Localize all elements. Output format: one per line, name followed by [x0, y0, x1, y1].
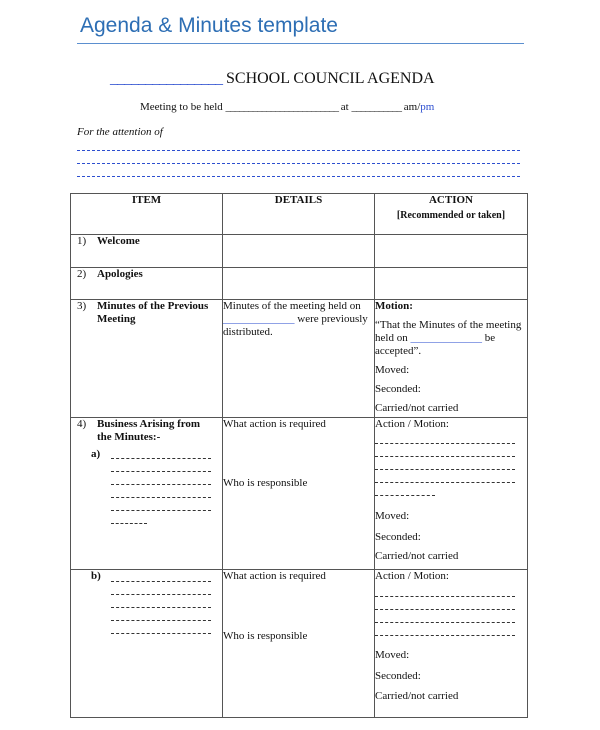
sub-item-line-3[interactable]	[111, 607, 211, 608]
moved-label: Moved:	[375, 510, 410, 522]
motion-quote-post: be accepted”.	[375, 332, 496, 357]
header-action-sub: [Recommended or taken]	[396, 210, 506, 221]
sub-item-line-6[interactable]	[111, 523, 147, 524]
responsible-label: Who is responsible	[223, 477, 308, 489]
moved-label: Moved:	[375, 649, 410, 661]
sub-item-line-1[interactable]	[111, 458, 211, 459]
action-motion-label: Action / Motion:	[375, 570, 449, 582]
item-label: Apologies	[97, 268, 143, 280]
seconded-label: Seconded:	[375, 531, 421, 543]
details-text-post: were previously distributed.	[223, 313, 368, 338]
action-cell[interactable]	[375, 570, 528, 718]
attention-label: For the attention of	[77, 126, 163, 138]
agenda-table	[70, 193, 528, 718]
action-required-label: What action is required	[223, 570, 326, 582]
action-lines	[375, 431, 527, 493]
table-header-row	[71, 194, 528, 235]
item-label: Business Arising from the Minutes:-	[97, 418, 201, 443]
carried-label: Carried/not carried	[375, 402, 459, 414]
action-required-label: What action is required	[223, 418, 326, 430]
action-line-2[interactable]	[375, 609, 515, 610]
details-cell[interactable]	[223, 570, 375, 718]
motion-quote	[375, 319, 527, 358]
action-cell[interactable]	[375, 235, 528, 268]
action-line-1[interactable]	[375, 443, 515, 444]
action-line-2[interactable]	[375, 456, 515, 457]
seconded-label: Seconded:	[375, 383, 421, 395]
meeting-time-blank[interactable]: ___________	[351, 101, 401, 113]
table-row	[71, 570, 528, 718]
details-date-blank[interactable]: _____________	[223, 313, 295, 325]
title-text: SCHOOL COUNCIL AGENDA	[226, 70, 435, 87]
sub-item-line-4[interactable]	[111, 497, 211, 498]
item-cell	[71, 268, 223, 300]
details-cell[interactable]	[223, 300, 375, 418]
table-row	[71, 300, 528, 418]
sub-item-a	[71, 446, 222, 526]
meeting-am: am/	[403, 101, 421, 113]
sub-item-line-1[interactable]	[111, 581, 211, 582]
sub-item-line-3[interactable]	[111, 484, 211, 485]
attention-line-3[interactable]	[77, 176, 520, 177]
action-motion-label: Action / Motion:	[375, 418, 449, 430]
item-cell	[71, 570, 223, 718]
action-line-4[interactable]	[375, 635, 515, 636]
action-cell[interactable]	[375, 418, 528, 570]
page-title: Agenda & Minutes template	[80, 14, 338, 37]
meeting-date-blank[interactable]: _________________________	[225, 101, 339, 113]
item-cell	[71, 418, 223, 570]
item-number: 1)	[77, 235, 87, 247]
sub-item-label: a)	[91, 448, 101, 460]
moved-label: Moved:	[375, 364, 410, 376]
carried-label: Carried/not carried	[375, 690, 459, 702]
sub-item-label: b)	[91, 570, 101, 582]
action-line-3[interactable]	[375, 622, 515, 623]
attention-line-2[interactable]	[77, 163, 520, 164]
sub-item-line-2[interactable]	[111, 471, 211, 472]
item-number: 4)	[77, 418, 87, 430]
sub-item-line-2[interactable]	[111, 594, 211, 595]
header-divider	[77, 43, 524, 44]
details-cell[interactable]	[223, 268, 375, 300]
motion-label: Motion:	[375, 300, 413, 312]
responsible-label: Who is responsible	[223, 630, 308, 642]
item-number: 2)	[77, 268, 87, 280]
action-cell[interactable]	[375, 300, 528, 418]
header-action-label: ACTION	[428, 194, 473, 206]
action-line-3[interactable]	[375, 469, 515, 470]
meeting-at: at	[340, 101, 349, 113]
meeting-line	[140, 101, 434, 113]
carried-label: Carried/not carried	[375, 550, 459, 562]
action-line-1[interactable]	[375, 596, 515, 597]
motion-quote-pre: “That the Minutes of the meeting held on	[375, 319, 522, 344]
action-line-4[interactable]	[375, 482, 515, 483]
details-cell[interactable]	[223, 418, 375, 570]
header-item: ITEM	[71, 194, 223, 235]
table-row	[71, 268, 528, 300]
motion-date-blank[interactable]: _____________	[410, 332, 482, 344]
meeting-pm: pm	[420, 101, 435, 113]
action-line-5[interactable]	[375, 495, 435, 496]
action-lines	[375, 583, 527, 637]
meeting-prefix: Meeting to be held	[140, 101, 223, 113]
item-label: Minutes of the Previous Meeting	[97, 300, 209, 325]
document-title	[110, 70, 510, 88]
table-row	[71, 418, 528, 570]
attention-line-1[interactable]	[77, 150, 520, 151]
item-cell	[71, 300, 223, 418]
header-action	[375, 194, 528, 235]
details-text-pre: Minutes of the meeting held on	[223, 300, 361, 312]
seconded-label: Seconded:	[375, 670, 421, 682]
sub-item-line-5[interactable]	[111, 633, 211, 634]
sub-item-line-4[interactable]	[111, 620, 211, 621]
title-blank[interactable]: ________________	[110, 70, 222, 87]
item-number: 3)	[77, 300, 87, 312]
sub-item-b	[71, 570, 222, 650]
item-cell	[71, 235, 223, 268]
details-cell[interactable]	[223, 235, 375, 268]
table-row	[71, 235, 528, 268]
header-details: DETAILS	[223, 194, 375, 235]
action-cell[interactable]	[375, 268, 528, 300]
item-label: Welcome	[97, 235, 140, 247]
sub-item-line-5[interactable]	[111, 510, 211, 511]
